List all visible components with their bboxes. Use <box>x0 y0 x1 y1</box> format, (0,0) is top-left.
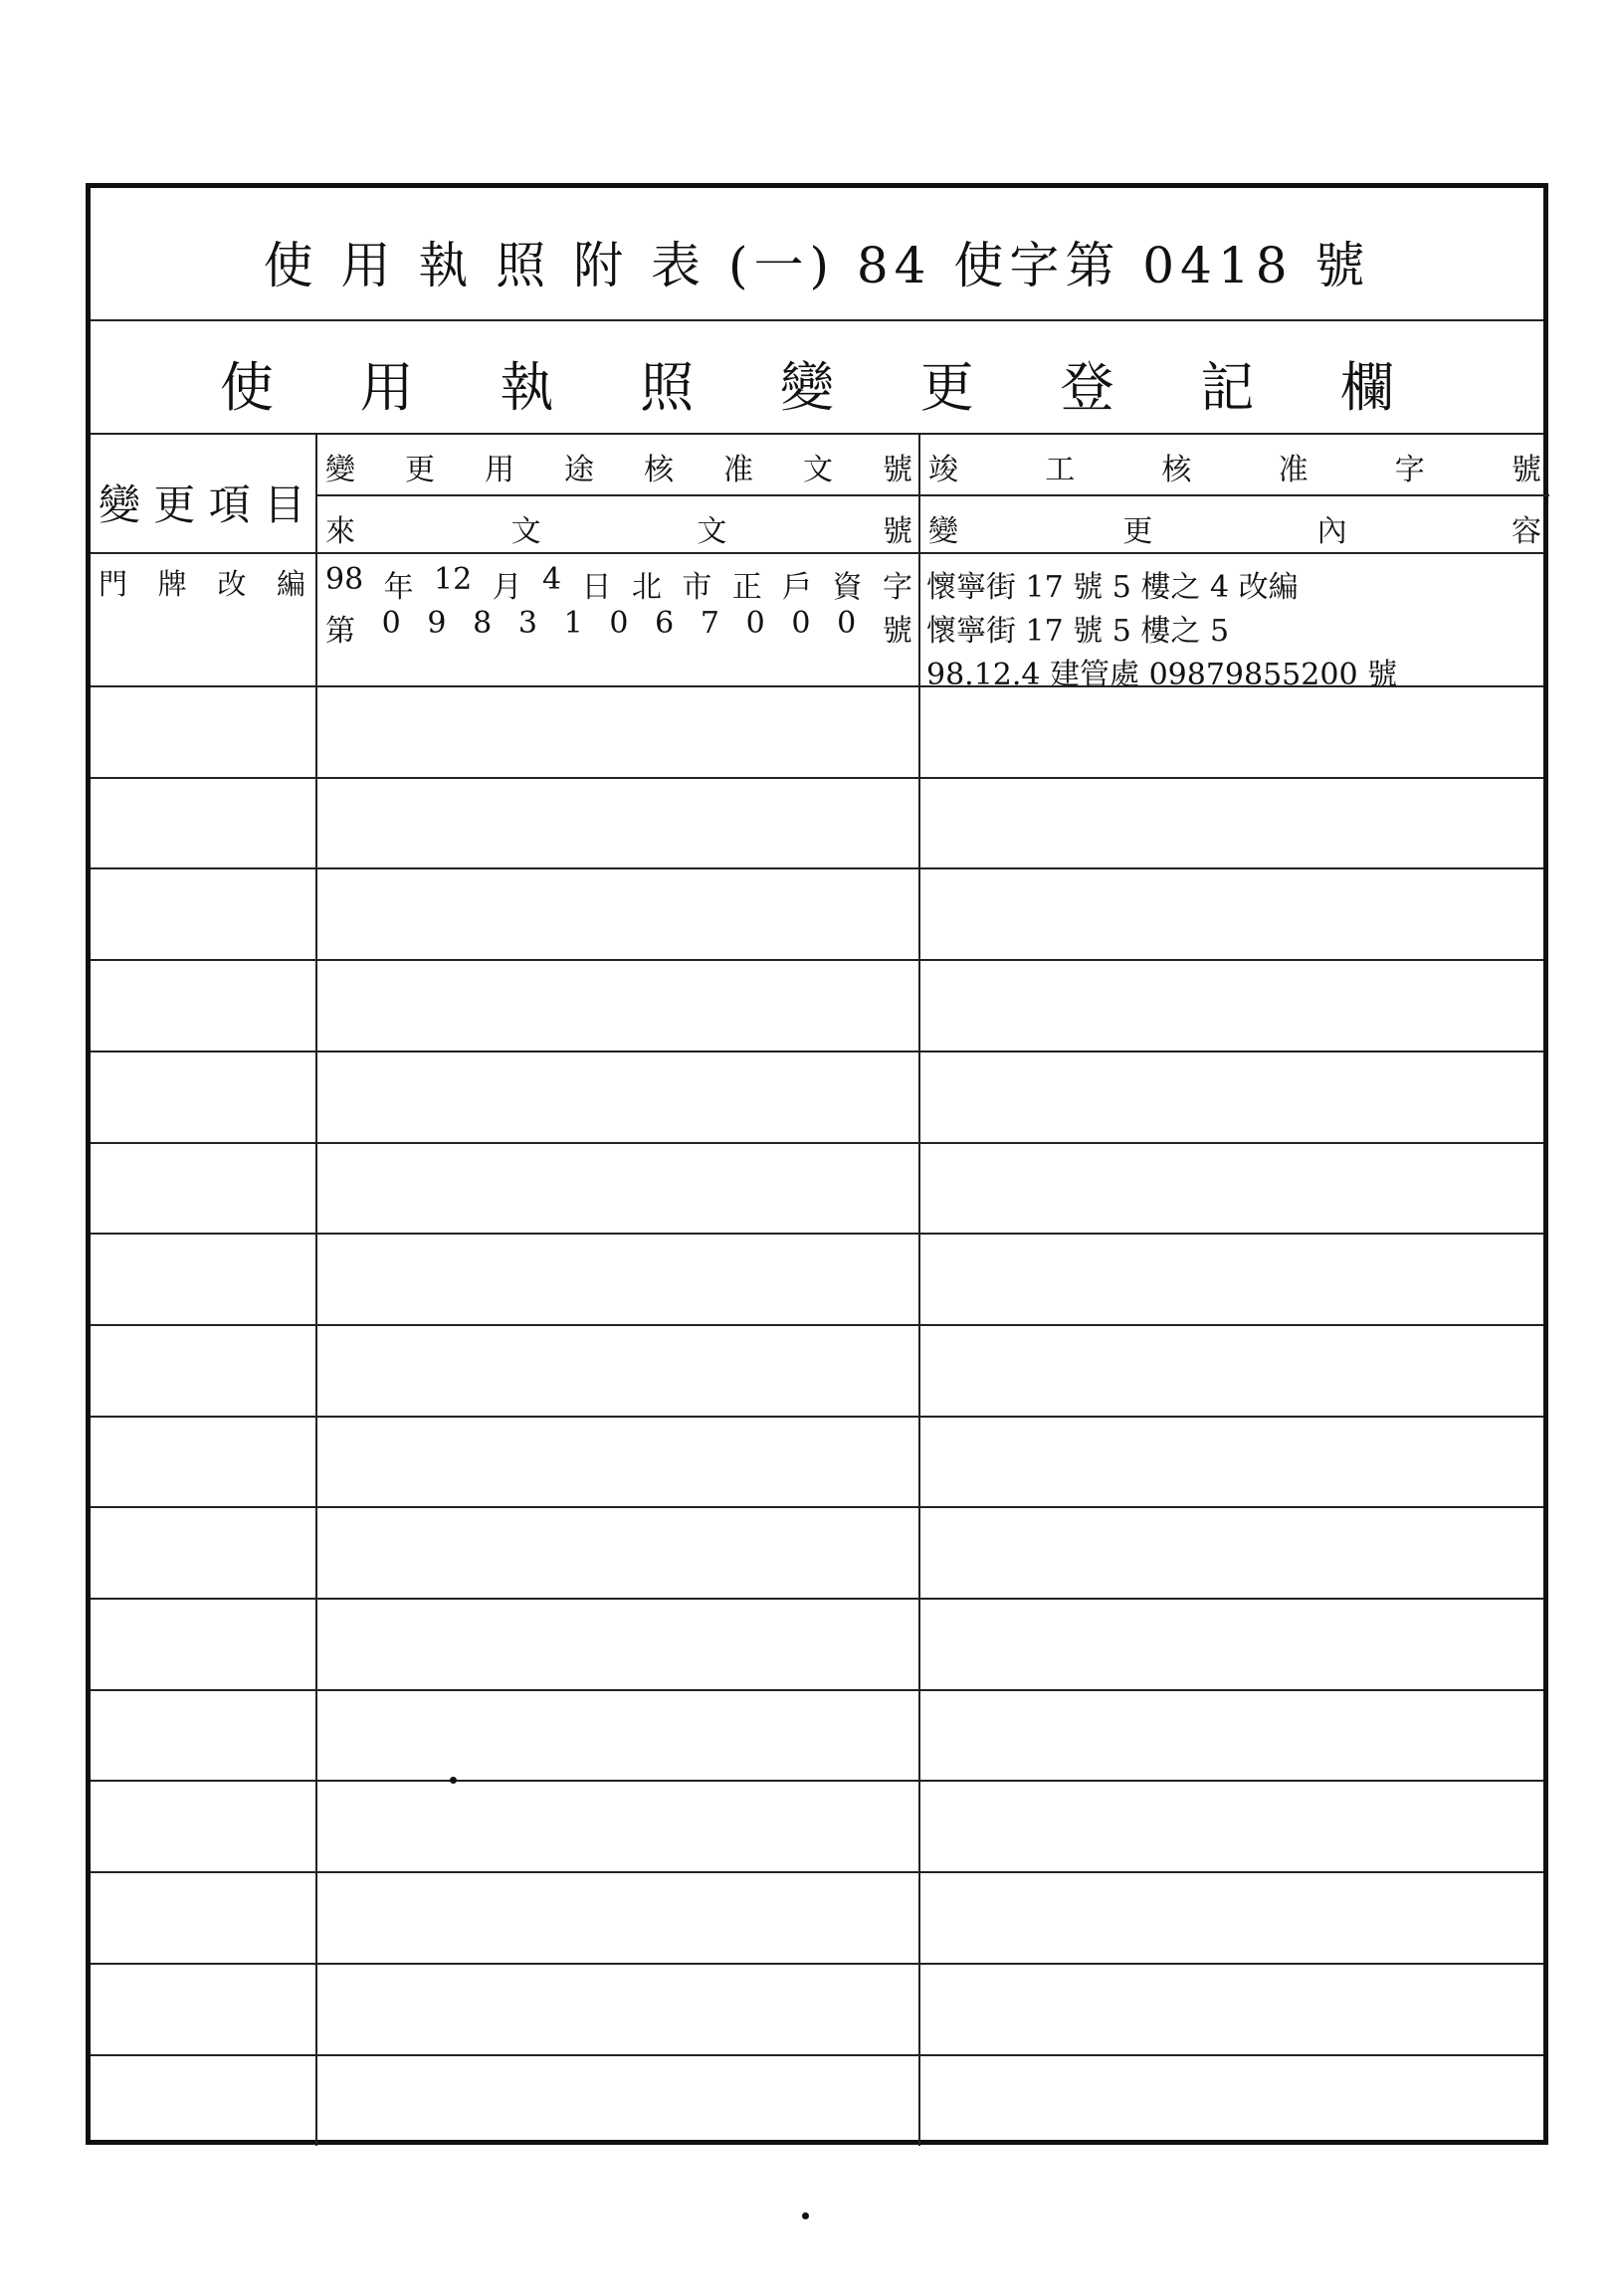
header-change-item-char: 目 <box>263 480 305 529</box>
header-approval-doc-no-char: 核 <box>644 453 674 487</box>
header-incoming-doc-no <box>325 506 912 550</box>
row-divider <box>91 1780 1543 1782</box>
row-1-doc-line-1-token: 年 <box>383 570 414 605</box>
header-change-content-char: 更 <box>1122 514 1153 549</box>
row-1-content-line-1: 懷寧街 17 號 5 樓之 4 改編 <box>926 570 1299 605</box>
row-divider <box>91 2054 1543 2056</box>
form-subtitle-char: 使 <box>220 356 274 419</box>
row-1-doc-line-1-token: 戶 <box>782 570 813 605</box>
row-1-doc-line-2-token: 6 <box>655 606 675 641</box>
scan-speck <box>450 1777 457 1784</box>
row-1-doc-line-1-token: 字 <box>882 570 912 605</box>
header-approval-doc-no-char: 文 <box>803 453 833 487</box>
header-change-item-char: 更 <box>153 480 196 529</box>
form-title <box>91 226 1543 297</box>
row-1-doc-line-1-token: 北 <box>631 570 662 605</box>
form-subtitle-char: 執 <box>500 356 554 419</box>
divider-header-bottom <box>91 552 1543 554</box>
row-divider <box>91 1233 1543 1235</box>
header-completion-approval-no-char: 字 <box>1394 453 1425 487</box>
row-divider <box>91 1598 1543 1600</box>
divider-title <box>91 319 1543 321</box>
divider-header-mid <box>315 494 1549 496</box>
form-subtitle-char: 變 <box>780 356 834 419</box>
header-approval-doc-no-char: 變 <box>325 453 355 487</box>
row-1-item-char: 牌 <box>157 567 187 601</box>
row-divider <box>91 1963 1543 1965</box>
scan-speck <box>802 2212 809 2219</box>
header-change-content-char: 內 <box>1316 514 1347 549</box>
row-divider <box>91 1051 1543 1052</box>
row-1-item-char: 編 <box>276 567 305 601</box>
header-change-content <box>928 506 1541 550</box>
row-divider <box>91 867 1543 869</box>
row-1-doc-line-2 <box>325 606 912 650</box>
header-approval-doc-no-char: 號 <box>883 453 912 487</box>
row-1-doc-line-2-token: 1 <box>563 606 583 641</box>
row-1-doc-line-2-token: 8 <box>473 606 493 641</box>
row-divider <box>91 959 1543 961</box>
row-1-doc-line-2-token: 第 <box>325 614 355 649</box>
header-change-item-char: 變 <box>99 480 141 529</box>
row-1-doc-line-2-token: 0 <box>791 606 811 641</box>
row-1-doc-line-1-token: 資 <box>832 570 863 605</box>
row-1-doc-line-1-token: 正 <box>731 570 762 605</box>
row-1-content-line-2: 懷寧街 17 號 5 樓之 5 <box>926 614 1230 649</box>
column-divider-2 <box>918 433 920 2146</box>
form-subtitle-char: 更 <box>919 356 974 419</box>
row-divider <box>91 1871 1543 1873</box>
header-incoming-doc-no-char: 文 <box>697 514 727 549</box>
row-1-content-line-3: 98.12.4 建管處 09879855200 號 <box>926 658 1398 692</box>
row-1-doc-line-2-token: 0 <box>745 606 765 641</box>
row-divider <box>91 1506 1543 1508</box>
header-completion-approval-no-char: 號 <box>1511 453 1541 487</box>
row-1-doc-line-2-token: 0 <box>381 606 401 641</box>
header-completion-approval-no-char: 核 <box>1161 453 1192 487</box>
form-subtitle-char: 用 <box>359 356 414 419</box>
row-1-item-char: 門 <box>99 567 128 601</box>
row-1-doc-line-2-token: 0 <box>837 606 857 641</box>
row-1-doc-line-1 <box>325 562 912 606</box>
header-approval-doc-no-char: 准 <box>723 453 753 487</box>
form-subtitle <box>220 345 1394 422</box>
row-1-item <box>99 562 305 603</box>
form-subtitle-char: 記 <box>1200 356 1255 419</box>
header-completion-approval-no-char: 工 <box>1045 453 1076 487</box>
row-1-doc-line-1-token: 月 <box>492 570 522 605</box>
row-1-doc-line-2-token: 9 <box>427 606 447 641</box>
row-1-doc-line-2-token: 3 <box>517 606 537 641</box>
row-divider <box>91 685 1543 687</box>
column-divider-1 <box>315 433 317 2146</box>
row-divider <box>91 777 1543 779</box>
row-1-doc-line-1-token: 日 <box>581 570 612 605</box>
row-1-doc-line-2-token: 0 <box>609 606 629 641</box>
header-change-item <box>99 473 305 532</box>
row-divider <box>91 1142 1543 1144</box>
form-subtitle-char: 登 <box>1060 356 1114 419</box>
row-1-doc-line-2-token: 7 <box>700 606 719 641</box>
header-approval-doc-no-char: 更 <box>405 453 435 487</box>
form-subtitle-char: 欄 <box>1340 356 1394 419</box>
row-1-doc-line-1-token: 市 <box>682 570 712 605</box>
form-title-text: 使 用 執 照 附 表 (一) 84 使字第 0418 號 <box>263 237 1371 294</box>
header-change-item-char: 項 <box>208 480 251 529</box>
divider-subtitle <box>91 433 1543 435</box>
header-incoming-doc-no-char: 文 <box>510 514 541 549</box>
header-change-content-char: 容 <box>1511 514 1541 549</box>
header-incoming-doc-no-char: 號 <box>882 514 912 549</box>
header-approval-doc-no <box>325 445 912 488</box>
header-incoming-doc-no-char: 來 <box>325 514 355 549</box>
header-change-content-char: 變 <box>928 514 958 549</box>
row-1-doc-line-1-token: 98 <box>325 562 364 597</box>
header-completion-approval-no <box>928 445 1541 488</box>
row-1-item-char: 改 <box>217 567 247 601</box>
header-completion-approval-no-char: 竣 <box>928 453 958 487</box>
row-divider <box>91 1324 1543 1326</box>
row-divider <box>91 1689 1543 1691</box>
registration-form-frame <box>86 183 1548 2145</box>
row-1-doc-line-1-token: 12 <box>434 562 473 597</box>
header-approval-doc-no-char: 用 <box>485 453 514 487</box>
row-1-doc-line-2-token: 號 <box>882 614 912 649</box>
header-completion-approval-no-char: 准 <box>1278 453 1309 487</box>
form-subtitle-char: 照 <box>640 356 695 419</box>
header-approval-doc-no-char: 途 <box>564 453 594 487</box>
row-divider <box>91 1416 1543 1418</box>
row-1-doc-line-1-token: 4 <box>542 562 562 597</box>
